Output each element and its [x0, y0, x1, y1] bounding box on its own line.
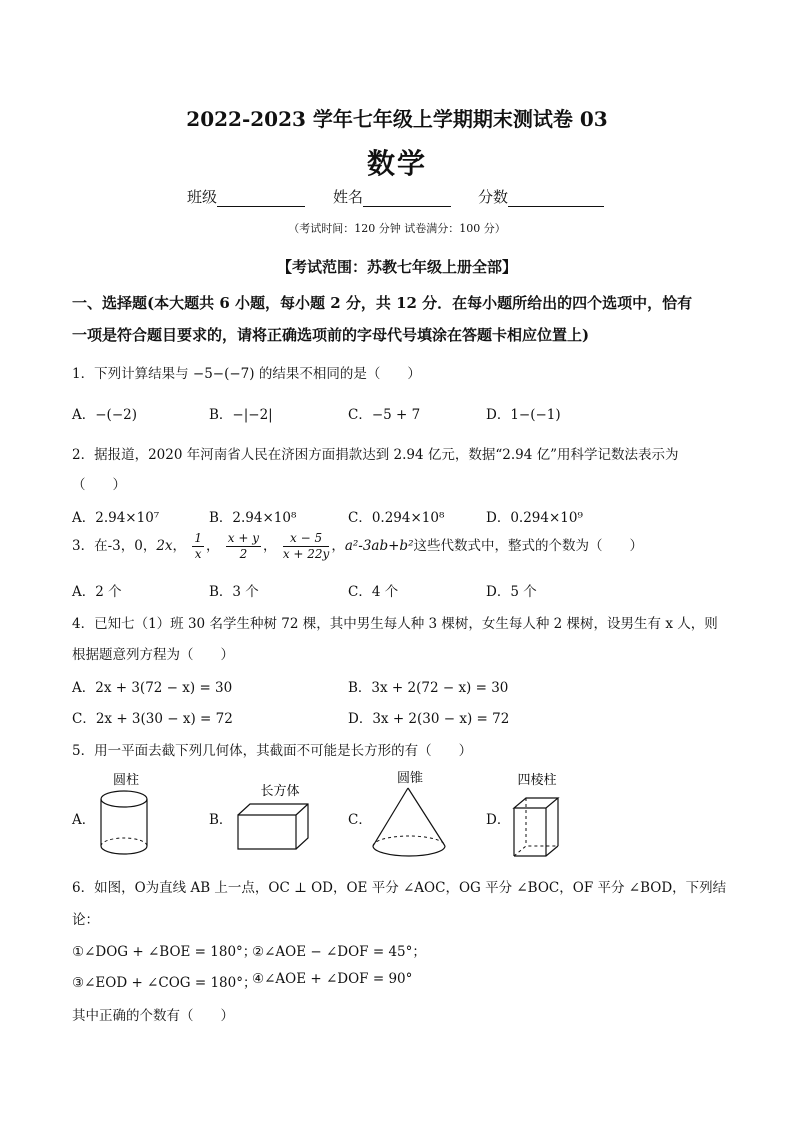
- label-prism: 四棱柱: [517, 773, 557, 788]
- q3-sep: ，: [331, 538, 345, 554]
- q5-option-d[interactable]: D．: [486, 812, 511, 828]
- q2-stem-line2: （ ）: [72, 477, 126, 493]
- q4-option-b[interactable]: B．3x + 2(72 − x) = 30: [348, 680, 509, 696]
- name-blank[interactable]: [363, 190, 451, 207]
- q4-stem-line1: 4．已知七（1）班 30 名学生种树 72 棵，其中男生每人种 3 棵树，女生每人种 2 棵树，设男生有 x 人，则: [72, 616, 718, 632]
- q1-option-d[interactable]: D．1−(−1): [486, 407, 561, 423]
- q2-option-b[interactable]: B．2.94×10⁸: [209, 510, 297, 526]
- q4-stem-line2: 根据题意列方程为（ ）: [72, 647, 234, 663]
- q3-frac-2-den: 2: [239, 547, 248, 561]
- q1-option-b[interactable]: B．−|−2|: [209, 407, 273, 423]
- q6-statement-1: ①∠DOG + ∠BOE = 180°；: [72, 944, 257, 960]
- q3-sep: ，: [172, 538, 187, 554]
- cuboid-figure: [230, 780, 320, 855]
- q5-stem: 5．用一平面去截下列几何体，其截面不可能是长方形的有（ ）: [72, 743, 473, 759]
- q2-option-d[interactable]: D．0.294×10⁹: [486, 510, 583, 526]
- subject-title: 数学: [366, 147, 427, 180]
- q3-option-b[interactable]: B．3 个: [209, 584, 259, 600]
- q5-option-b[interactable]: B．: [209, 812, 233, 828]
- q2-option-c[interactable]: C．0.294×10⁸: [348, 510, 445, 526]
- section-heading-line1: 一、选择题(本大题共 6 小题，每小题 2 分，共 12 分．在每小题所给出的四个选项中，恰有: [72, 294, 693, 312]
- q3-prefix: 3．在-3，0，: [72, 538, 157, 554]
- label-cuboid: 长方体: [260, 784, 300, 799]
- label-cone: 圆锥: [396, 771, 424, 786]
- name-label: 姓名: [333, 188, 364, 206]
- q3-sep: ，: [263, 538, 277, 554]
- class-field: [187, 186, 305, 207]
- class-blank[interactable]: [217, 190, 305, 207]
- q3-frac-3-num: x − 5: [283, 531, 330, 547]
- q3-frac-1: [192, 531, 204, 562]
- score-field: [478, 186, 604, 207]
- q5-option-c[interactable]: C．: [348, 812, 372, 828]
- q3-frac-1-num: 1: [194, 531, 202, 545]
- score-label: 分数: [478, 188, 509, 206]
- q1-option-c[interactable]: C．−5 + 7: [348, 407, 421, 423]
- exam-note: （考试时间：120 分钟 试卷满分：100 分）: [288, 222, 506, 235]
- q3-frac-2: [226, 531, 261, 562]
- q1-stem: 1．下列计算结果与 −5−(−7) 的结果不相同的是（ ）: [72, 366, 421, 382]
- q3-option-c[interactable]: C．4 个: [348, 584, 399, 600]
- page-title: 2022-2023 学年七年级上学期期末测试卷 03: [186, 107, 608, 131]
- q3-term-poly: a²-3ab+b²: [344, 538, 414, 554]
- score-blank[interactable]: [508, 190, 604, 207]
- q3-suffix: 这些代数式中，整式的个数为（ ）: [413, 538, 643, 554]
- q3-frac-3-den: x + 22y: [282, 547, 330, 561]
- q2-option-a[interactable]: A．2.94×10⁷: [72, 510, 160, 526]
- q2-stem-line1: 2．据报道，2020 年河南省人民在济困方面捐款达到 2.94 亿元，数据“2.94 亿”用科学记数法表示为: [72, 447, 679, 463]
- q6-stem-line1: 6．如图，O为直线 AB 上一点，OC ⊥ OD，OE 平分 ∠AOC，OG 平分 ∠BOC，OF 平分 ∠BOD，下列结: [72, 880, 727, 896]
- q6-statement-3: ③∠EOD + ∠COG = 180°；: [72, 975, 257, 991]
- label-cylinder: 圆柱: [112, 773, 140, 788]
- q3-sep: ，: [205, 538, 220, 554]
- section-heading-line2: 一项是符合题目要求的，请将正确选项前的字母代号填涂在答题卡相应位置上): [72, 326, 590, 344]
- q5-option-a[interactable]: A．: [72, 812, 96, 828]
- class-label: 班级: [187, 188, 218, 206]
- q4-option-c[interactable]: C．2x + 3(30 − x) = 72: [72, 711, 233, 727]
- q6-stem-line3: 其中正确的个数有（ ）: [72, 1008, 234, 1024]
- cylinder-figure: [90, 768, 160, 860]
- q4-option-a[interactable]: A．2x + 3(72 − x) = 30: [72, 680, 233, 696]
- q4-option-d[interactable]: D．3x + 2(30 − x) = 72: [348, 711, 510, 727]
- q6-statement-2: ②∠AOE − ∠DOF = 45°；: [252, 944, 426, 960]
- cone-figure: [366, 766, 456, 862]
- exam-scope: 【考试范围：苏教七年级上册全部】: [276, 258, 517, 276]
- q3-term-2x: 2x: [156, 538, 173, 554]
- q1-option-a[interactable]: A．−(−2): [72, 407, 137, 423]
- q3-option-d[interactable]: D．5 个: [486, 584, 537, 600]
- q6-stem-line2: 论：: [72, 912, 99, 928]
- prism-figure: [506, 768, 576, 862]
- q3-frac-3: [283, 531, 330, 562]
- q3-frac-1-den: x: [194, 547, 202, 561]
- name-field: [333, 186, 451, 207]
- q3-option-a[interactable]: A．2 个: [72, 584, 122, 600]
- q6-statement-4: ④∠AOE + ∠DOF = 90°: [252, 971, 413, 987]
- q3-frac-2-num: x + y: [227, 531, 260, 545]
- q3-stem: [72, 531, 643, 562]
